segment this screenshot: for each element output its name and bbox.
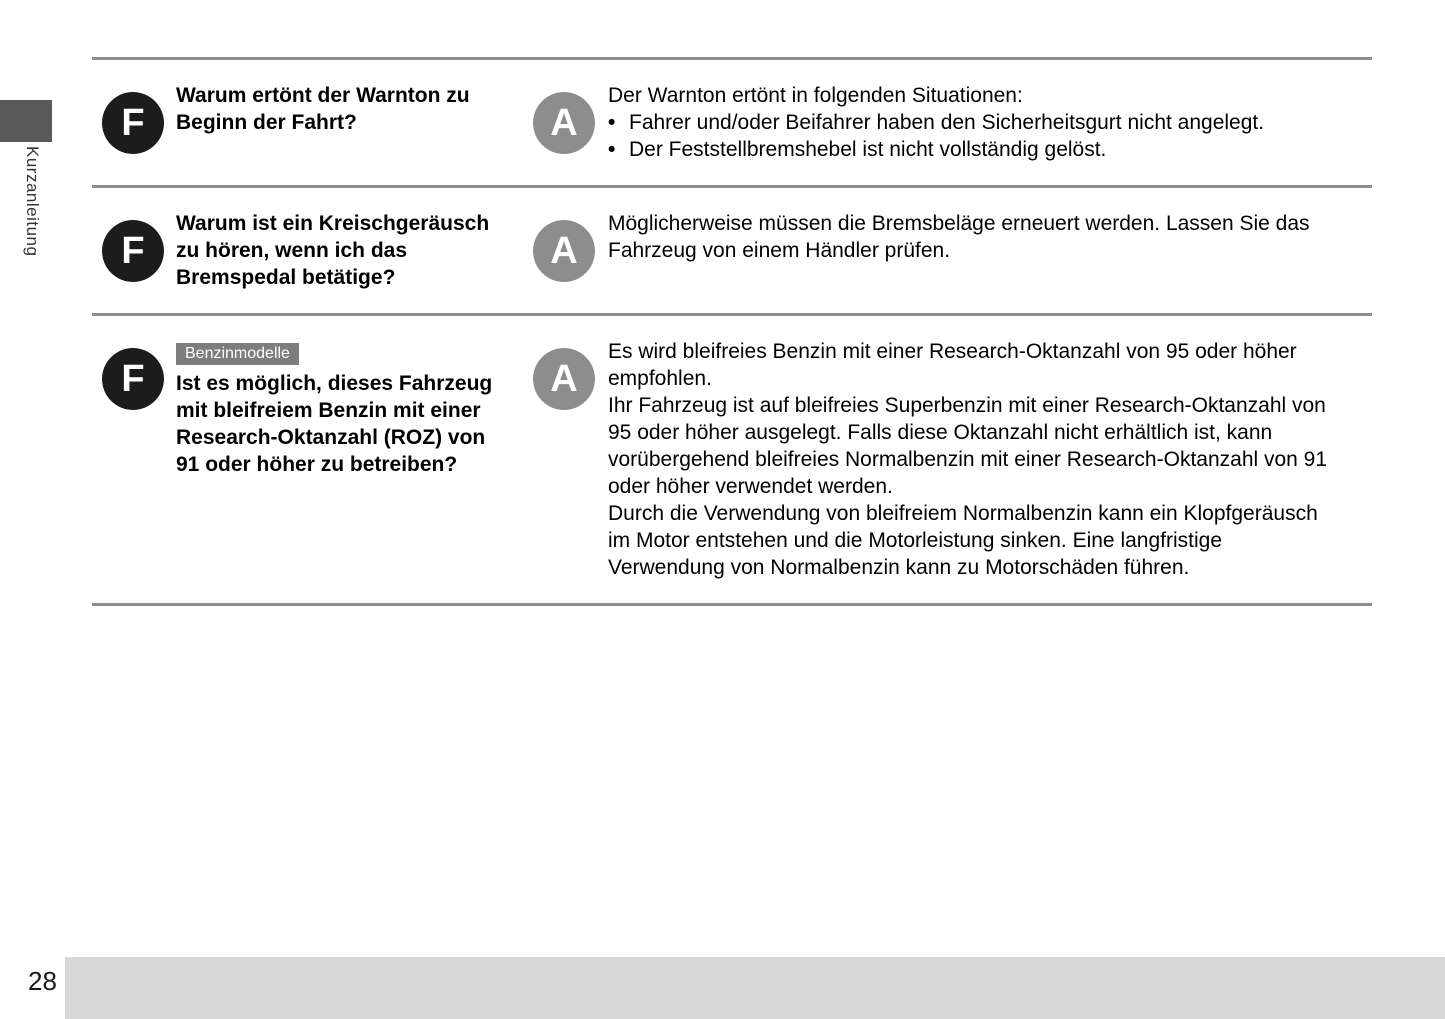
answer-bullet — [608, 136, 1338, 163]
answer-text — [608, 338, 1338, 581]
answer-text — [608, 82, 1338, 163]
answer-paragraph: Durch die Verwendung von bleifreiem Normalbenzin kann ein Klopfgeräusch im Motor entstehen und die Motorleistung sinken. Eine langfristige Verwendung von Normalbenzin kann zu Motorschäden führen. — [608, 502, 1318, 579]
question-icon: F — [102, 92, 164, 154]
bullet-icon: • — [608, 138, 616, 161]
answer-intro: Der Warnton ertönt in folgenden Situationen: — [608, 84, 1023, 107]
answer-paragraph: Möglicherweise müssen die Bremsbeläge erneuert werden. Lassen Sie das Fahrzeug von einem Händler prüfen. — [608, 212, 1310, 262]
answer-paragraph: Ihr Fahrzeug ist auf bleifreies Superbenzin mit einer Research-Oktanzahl von 95 oder höher ausgelegt. Falls diese Oktanzahl nicht erhältlich ist, kann vorübergehend bleifreies Normalbenzin mit einer Research-Oktanzahl von 91 oder höher verwendet werden. — [608, 394, 1328, 498]
model-badge: Benzinmodelle — [176, 343, 299, 365]
answer-icon: A — [533, 92, 595, 154]
question-icon: F — [102, 220, 164, 282]
faq-row-kreischgeraeusch — [92, 188, 1372, 313]
answer-bullet-list — [608, 109, 1338, 163]
answer-column — [533, 338, 1372, 581]
bullet-text: Fahrer und/oder Beifahrer haben den Sicherheitsgurt nicht angelegt. — [629, 111, 1265, 134]
answer-icon: A — [533, 348, 595, 410]
question-column — [92, 338, 533, 581]
answer-column — [533, 82, 1372, 163]
faq-row-benzin — [92, 316, 1372, 603]
question-text: Warum ertönt der Warnton zu Beginn der Fahrt? — [176, 84, 470, 134]
answer-bullet — [608, 109, 1338, 136]
answer-icon: A — [533, 220, 595, 282]
question-text: Warum ist ein Kreischgeräusch zu hören, wenn ich das Bremspedal betätige? — [176, 212, 490, 289]
divider-rule — [92, 603, 1372, 606]
question-column — [92, 82, 533, 163]
question-block — [176, 338, 496, 581]
answer-paragraph: Es wird bleifreies Benzin mit einer Research-Oktanzahl von 95 oder höher empfohlen. — [608, 340, 1297, 390]
section-label-vertical: Kurzanleitung — [23, 146, 42, 257]
section-tab-marker — [0, 100, 52, 142]
answer-column — [533, 210, 1372, 291]
bullet-icon: • — [608, 111, 616, 134]
faq-content — [92, 57, 1372, 606]
bullet-text: Der Feststellbremshebel ist nicht vollständig gelöst. — [629, 138, 1107, 161]
question-icon: F — [102, 348, 164, 410]
page-number: 28 — [28, 966, 57, 996]
faq-row-warnton — [92, 60, 1372, 185]
question-text: Ist es möglich, dieses Fahrzeug mit bleifreiem Benzin mit einer Research-Oktanzahl (ROZ) von 91 oder höher zu betreiben? — [176, 372, 493, 476]
question-column — [92, 210, 533, 291]
footer-bar — [65, 957, 1445, 1019]
answer-text — [608, 210, 1338, 291]
